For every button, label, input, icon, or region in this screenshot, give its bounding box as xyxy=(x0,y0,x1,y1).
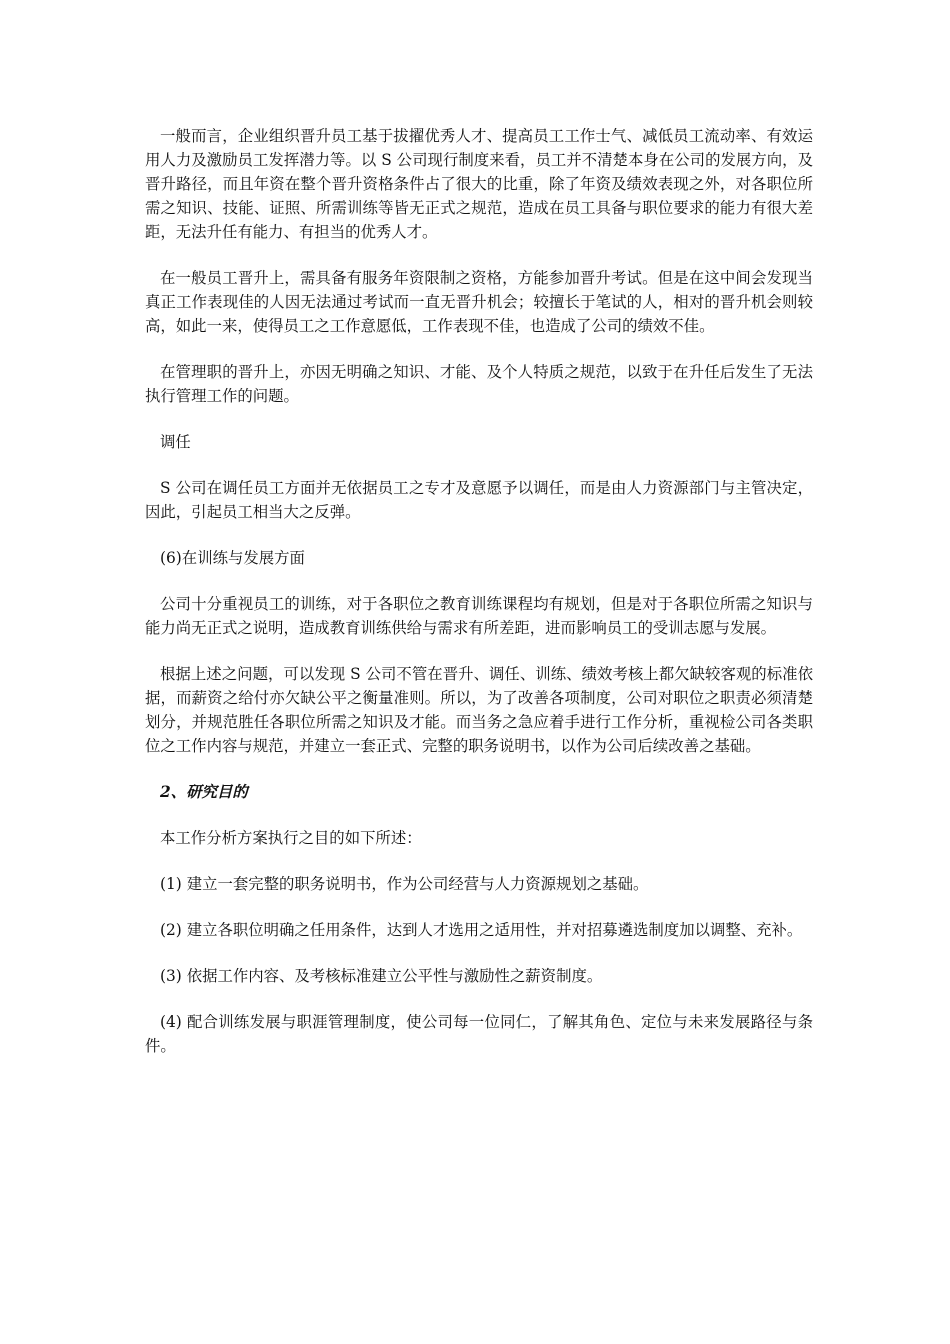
subheading-training-development: (6)在训练与发展方面 xyxy=(160,549,305,567)
paragraph-training: 公司十分重视员工的训练，对于各职位之教育训练课程均有规划，但是对于各职位所需之知识与能力尚无正式之说明，造成教育训练供给与需求有所差距，进而影响员工的受训志愿与发展。 xyxy=(145,595,813,637)
list-item-purpose-4: (4) 配合训练发展与职涯管理制度，使公司每一位同仁，了解其角色、定位与未来发展路径与条件。 xyxy=(145,1013,813,1055)
paragraph-summary: 根据上述之问题，可以发现 S 公司不管在晋升、调任、训练、绩效考核上都欠缺较客观的标准依据，而薪资之给付亦欠缺公平之衡量准则。所以，为了改善各项制度，公司对职位之职责必须清楚划分，并规范胜任各职位所需之知识及才能。而当务之急应着手进行工作分析，重视检公司各类职位之工作内容与规范，并建立一套正式、完整的职务说明书，以作为公司后续改善之基础。 xyxy=(145,665,813,755)
paragraph-promotion-overview: 一般而言，企业组织晋升员工基于拔擢优秀人才、提高员工工作士气、减低员工流动率、有效运用人力及激励员工发挥潜力等。以 S 公司现行制度来看，员工并不清楚本身在公司的发展方向，及晋升路径，而且年资在整个晋升资格条件占了很大的比重，除了年资及绩效表现之外，对各职位所需之知识、技能、证照、所需训练等皆无正式之规范，造成在员工具备与职位要求的能力有很大差距，无法升任有能力、有担当的优秀人才。 xyxy=(145,127,813,241)
subheading-transfer: 调任 xyxy=(160,433,191,451)
paragraph-purpose-intro: 本工作分析方案执行之目的如下所述： xyxy=(160,829,422,847)
list-item-purpose-2: (2) 建立各职位明确之任用条件，达到人才选用之适用性，并对招募遴选制度加以调整、充补。 xyxy=(160,921,803,939)
document-body xyxy=(145,124,813,1080)
paragraph-transfer: S 公司在调任员工方面并无依据员工之专才及意愿予以调任，而是由人力资源部门与主管决定，因此，引起员工相当大之反弹。 xyxy=(145,479,813,521)
list-item-purpose-3: (3) 依据工作内容、及考核标准建立公平性与激励性之薪资制度。 xyxy=(160,967,603,985)
list-item-purpose-1: (1) 建立一套完整的职务说明书，作为公司经营与人力资源规划之基础。 xyxy=(160,875,649,893)
section-heading-research-purpose: 2、研究目的 xyxy=(160,783,248,801)
paragraph-general-staff-promotion: 在一般员工晋升上，需具备有服务年资限制之资格，方能参加晋升考试。但是在这中间会发现当真正工作表现佳的人因无法通过考试而一直无晋升机会；较擅长于笔试的人，相对的晋升机会则较高，如此一来，使得员工之工作意愿低，工作表现不佳，也造成了公司的绩效不佳。 xyxy=(145,269,813,335)
paragraph-management-promotion: 在管理职的晋升上，亦因无明确之知识、才能、及个人特质之规范，以致于在升任后发生了无法执行管理工作的问题。 xyxy=(145,363,813,405)
